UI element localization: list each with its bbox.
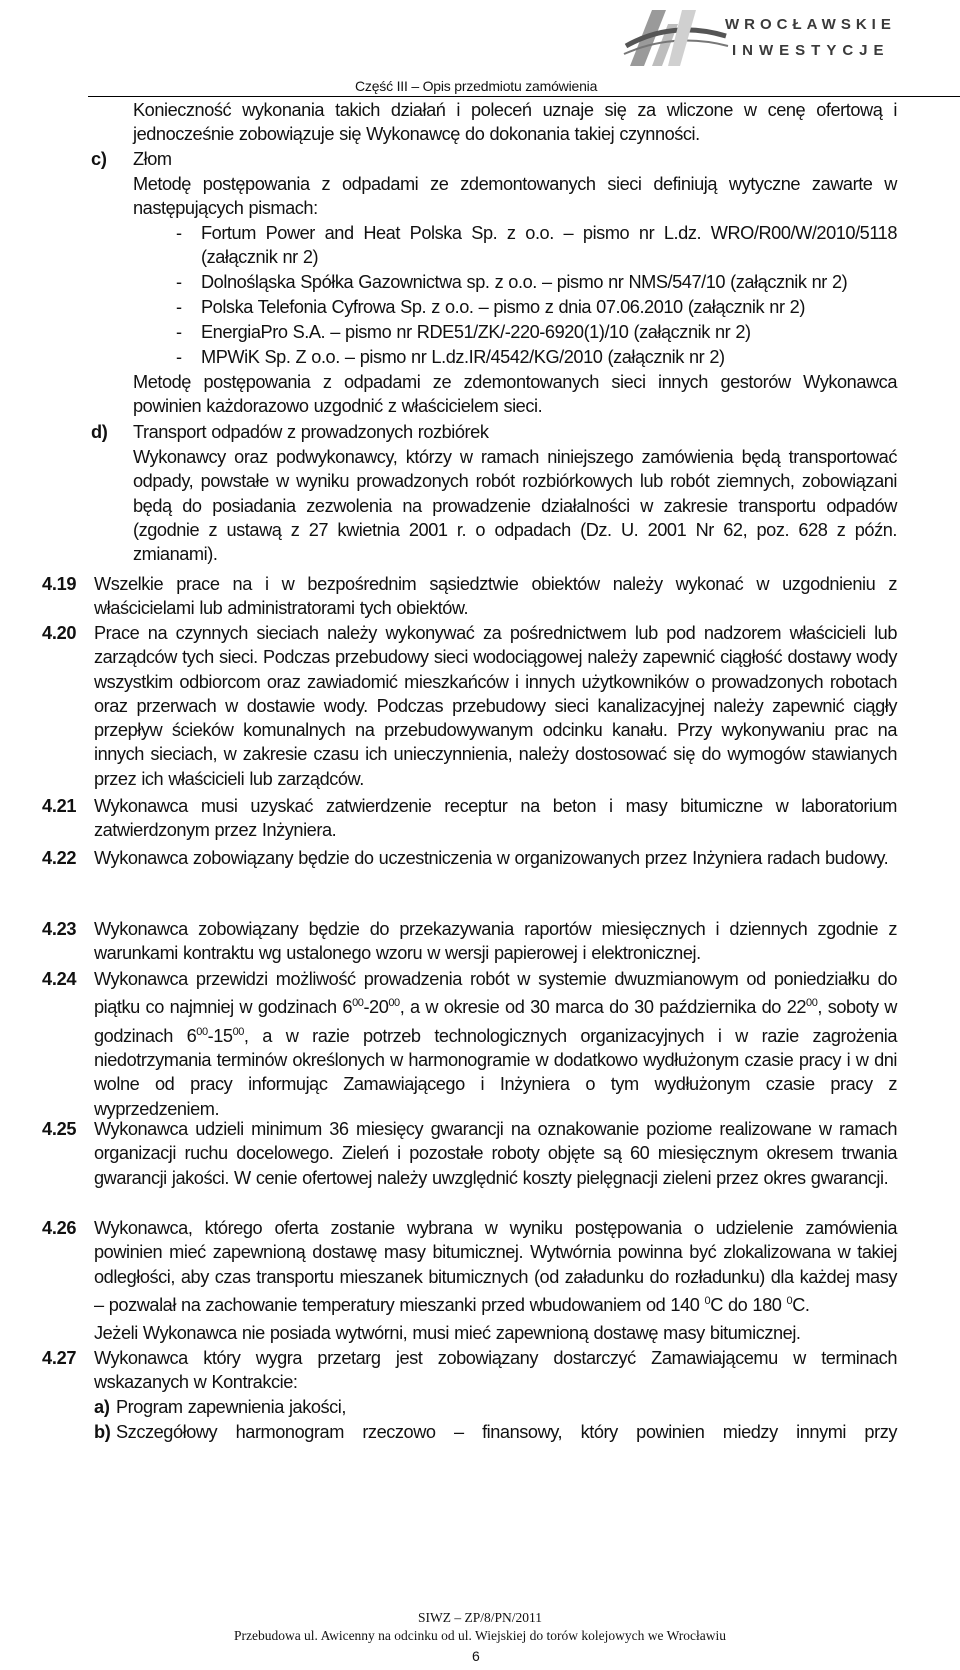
intro-paragraph: Konieczność wykonania takich działań i poleceń uznaje się za wliczone w cenę ofertową i jednocześnie zobowiązuje się Wykonawcę do dokonania takiej czynności. — [133, 100, 897, 145]
bridge-logo-icon — [622, 2, 732, 72]
item-text-4-26: Wykonawca, którego oferta zostanie wybrana w wyniku postępowania o udzielenie zamówienia powinien mieć zapewnioną dostawę masy bitumicznej. Wytwórnia powinna być zlokalizowana w takiej odległości, aby czas transportu mieszanek bitumicznych (od załadunku do rozładunku) dla każdej masy – pozwalał na zachowanie temperatury mieszanki przed wbudowaniem od 140 $^0$C do 180 $^0$C. — [94, 1218, 897, 1315]
list-item: Fortum Power and Heat Polska Sp. z o.o. – pismo nr L.dz. WRO/R00/W/2010/5118 (załącznik nr 2) — [201, 223, 897, 268]
list-item: MPWiK Sp. Z o.o. – pismo nr L.dz.IR/4542/KG/2010 (załącznik nr 2) — [201, 347, 725, 367]
item-number-4-25: 4.25 — [42, 1119, 77, 1139]
item-text-4-22: Wykonawca zobowiązany będzie do uczestniczenia w organizowanych przez Inżyniera radach budowy. — [94, 848, 889, 868]
item-number-4-22: 4.22 — [42, 848, 77, 868]
item-text-4-24: Wykonawca przewidzi możliwość prowadzenia robót w systemie dwuzmianowym od poniedziałku do piątku co najmniej w godzinach $6^{00}-20^{00}$, a w okresie od 30 marca do 30 października do $22^{00}$, soboty w godzinach $6^{00}-15^{00}$, a w razie potrzeb technologicznych organizacyjnych i w razie zagrożenia niedotrzymania terminów określonych w harmonogramie w dodatkowo wydłużonym czasie pracy i w dni wolne od pracy informując Zamawiającego i Inżyniera o tym wydłużonym czasie pracy z wyprzedzeniem. — [94, 969, 898, 1119]
section-d-paragraph: Wykonawcy oraz podwykonawcy, którzy w ramach niniejszego zamówienia będą transportować odpady, powstałe w wyniku prowadzonych robót rozbiórkowych lub robót ziemnych, zobowiązani będą do posiadania zezwolenia na prowadzenie działalności w zakresie transportu odpadów (zgodnie z ustawą z 27 kwietnia 2001 r. o odpadach (Dz. U. 2001 Nr 62, poz. 628 z późn. zmianami). — [133, 447, 897, 565]
list-bullet: - — [176, 322, 183, 342]
item-number-4-24: 4.24 — [42, 969, 77, 989]
sub-item-b-text: Szczegółowy harmonogram rzeczowo – finansowy, który powinien miedzy innymi przy — [116, 1422, 897, 1442]
list-item: EnergiaPro S.A. – pismo nr RDE51/ZK/-220-6920(1)/10 (załącznik nr 2) — [201, 322, 751, 342]
item-text-4-27: Wykonawca który wygra przetarg jest zobowiązany dostarczyć Zamawiającemu w terminach wskazanych w Kontrakcie: — [94, 1348, 897, 1393]
item-text-4-19: Wszelkie prace na i w bezpośrednim sąsiedztwie obiektów należy wykonać w uzgodnieniu z właścicielami lub administratorami tych obiektów. — [94, 574, 897, 619]
logo-text-line2: INWESTYCJE — [732, 42, 890, 59]
item-text-4-20: Prace na czynnych sieciach należy wykonywać za pośrednictwem lub pod nadzorem właścicieli lub zarządców tych sieci. Podczas przebudowy sieci wodociągowej należy zapewnić ciągłość dostawy wody wszystkim odbiorcom oraz zawiadomić mieszkańców i innych użytkowników o prowadzonych robotach oraz przerwach w dostawie wody. Podczas przebudowy sieci kanalizacyjnej należy zapewnić ciągły przepływ ścieków komunalnych na przebudowywanym odcinku kanału. Przy wykonywaniu prac na innych sieciach, w zakresie czasu ich unieczynnienia, należy dostosować się do wymogów stawianych przez ich właścicieli lub zarządców. — [94, 623, 897, 789]
section-c-paragraph: Metodę postępowania z odpadami ze zdemontowanych sieci definiują wytyczne zawarte w następujących pismach: — [133, 174, 897, 219]
sub-item-a-label: a) — [94, 1397, 110, 1417]
item-text-4-21: Wykonawca musi uzyskać zatwierdzenie receptur na beton i masy bitumiczne w laboratorium zatwierdzonym przez Inżyniera. — [94, 796, 897, 841]
list-bullet: - — [176, 272, 183, 292]
item-number-4-21: 4.21 — [42, 796, 77, 816]
item-number-4-27: 4.27 — [42, 1348, 77, 1368]
item-number-4-19: 4.19 — [42, 574, 77, 594]
item-number-4-26: 4.26 — [42, 1218, 77, 1238]
section-c-paragraph-2: Metodę postępowania z odpadami ze zdemontowanych sieci innych gestorów Wykonawca powinien każdorazowo uzgodnić z właścicielem sieci. — [133, 372, 897, 417]
logo-text-line1: WROCŁAWSKIE — [725, 16, 896, 33]
section-c-label: c) — [91, 149, 107, 169]
list-bullet: - — [176, 297, 183, 317]
list-bullet: - — [176, 223, 183, 243]
company-logo — [622, 2, 942, 72]
section-d-title: Transport odpadów z prowadzonych rozbiórek — [133, 422, 489, 442]
section-header: Część III – Opis przedmiotu zamówienia — [355, 78, 598, 94]
sub-item-a-text: Program zapewnienia jakości, — [116, 1397, 347, 1417]
item-text-4-23: Wykonawca zobowiązany będzie do przekazywania raportów miesięcznych i dziennych zgodnie z warunkami kontraktu wg ustalonego wzoru w wersji papierowej i elektronicznej. — [94, 919, 897, 964]
footer-title: Przebudowa ul. Awicenny na odcinku od ul. Wiejskiej do torów kolejowych we Wrocławiu — [233, 1628, 727, 1643]
item-text-4-25: Wykonawca udzieli minimum 36 miesięcy gwarancji na oznakowanie poziome realizowane w ramach organizacji ruchu docelowego. Zieleń i pozostałe roboty objęte są 60 miesięcznym okresem trwania gwarancji jakości. W cenie ofertowej należy uwzględnić koszty pielęgnacji zieleni przez okres gwarancji. — [94, 1119, 897, 1188]
header-divider — [88, 96, 960, 97]
footer-code: SIWZ – ZP/8/PN/2011 — [417, 1610, 542, 1625]
list-bullet: - — [176, 347, 183, 367]
page-number: 6 — [472, 1648, 480, 1664]
section-c-title: Złom — [133, 149, 172, 169]
list-item: Dolnośląska Spółka Gazownictwa sp. z o.o. – pismo nr NMS/547/10 (załącznik nr 2) — [201, 272, 848, 292]
sub-item-b-label: b) — [94, 1422, 111, 1442]
item-text-4-26-line-2: Jeżeli Wykonawca nie posiada wytwórni, musi mieć zapewnioną dostawę masy bitumicznej. — [94, 1323, 801, 1343]
item-number-4-23: 4.23 — [42, 919, 77, 939]
item-number-4-20: 4.20 — [42, 623, 77, 643]
list-item: Polska Telefonia Cyfrowa Sp. z o.o. – pismo z dnia 07.06.2010 (załącznik nr 2) — [201, 297, 805, 317]
section-d-label: d) — [91, 422, 108, 442]
